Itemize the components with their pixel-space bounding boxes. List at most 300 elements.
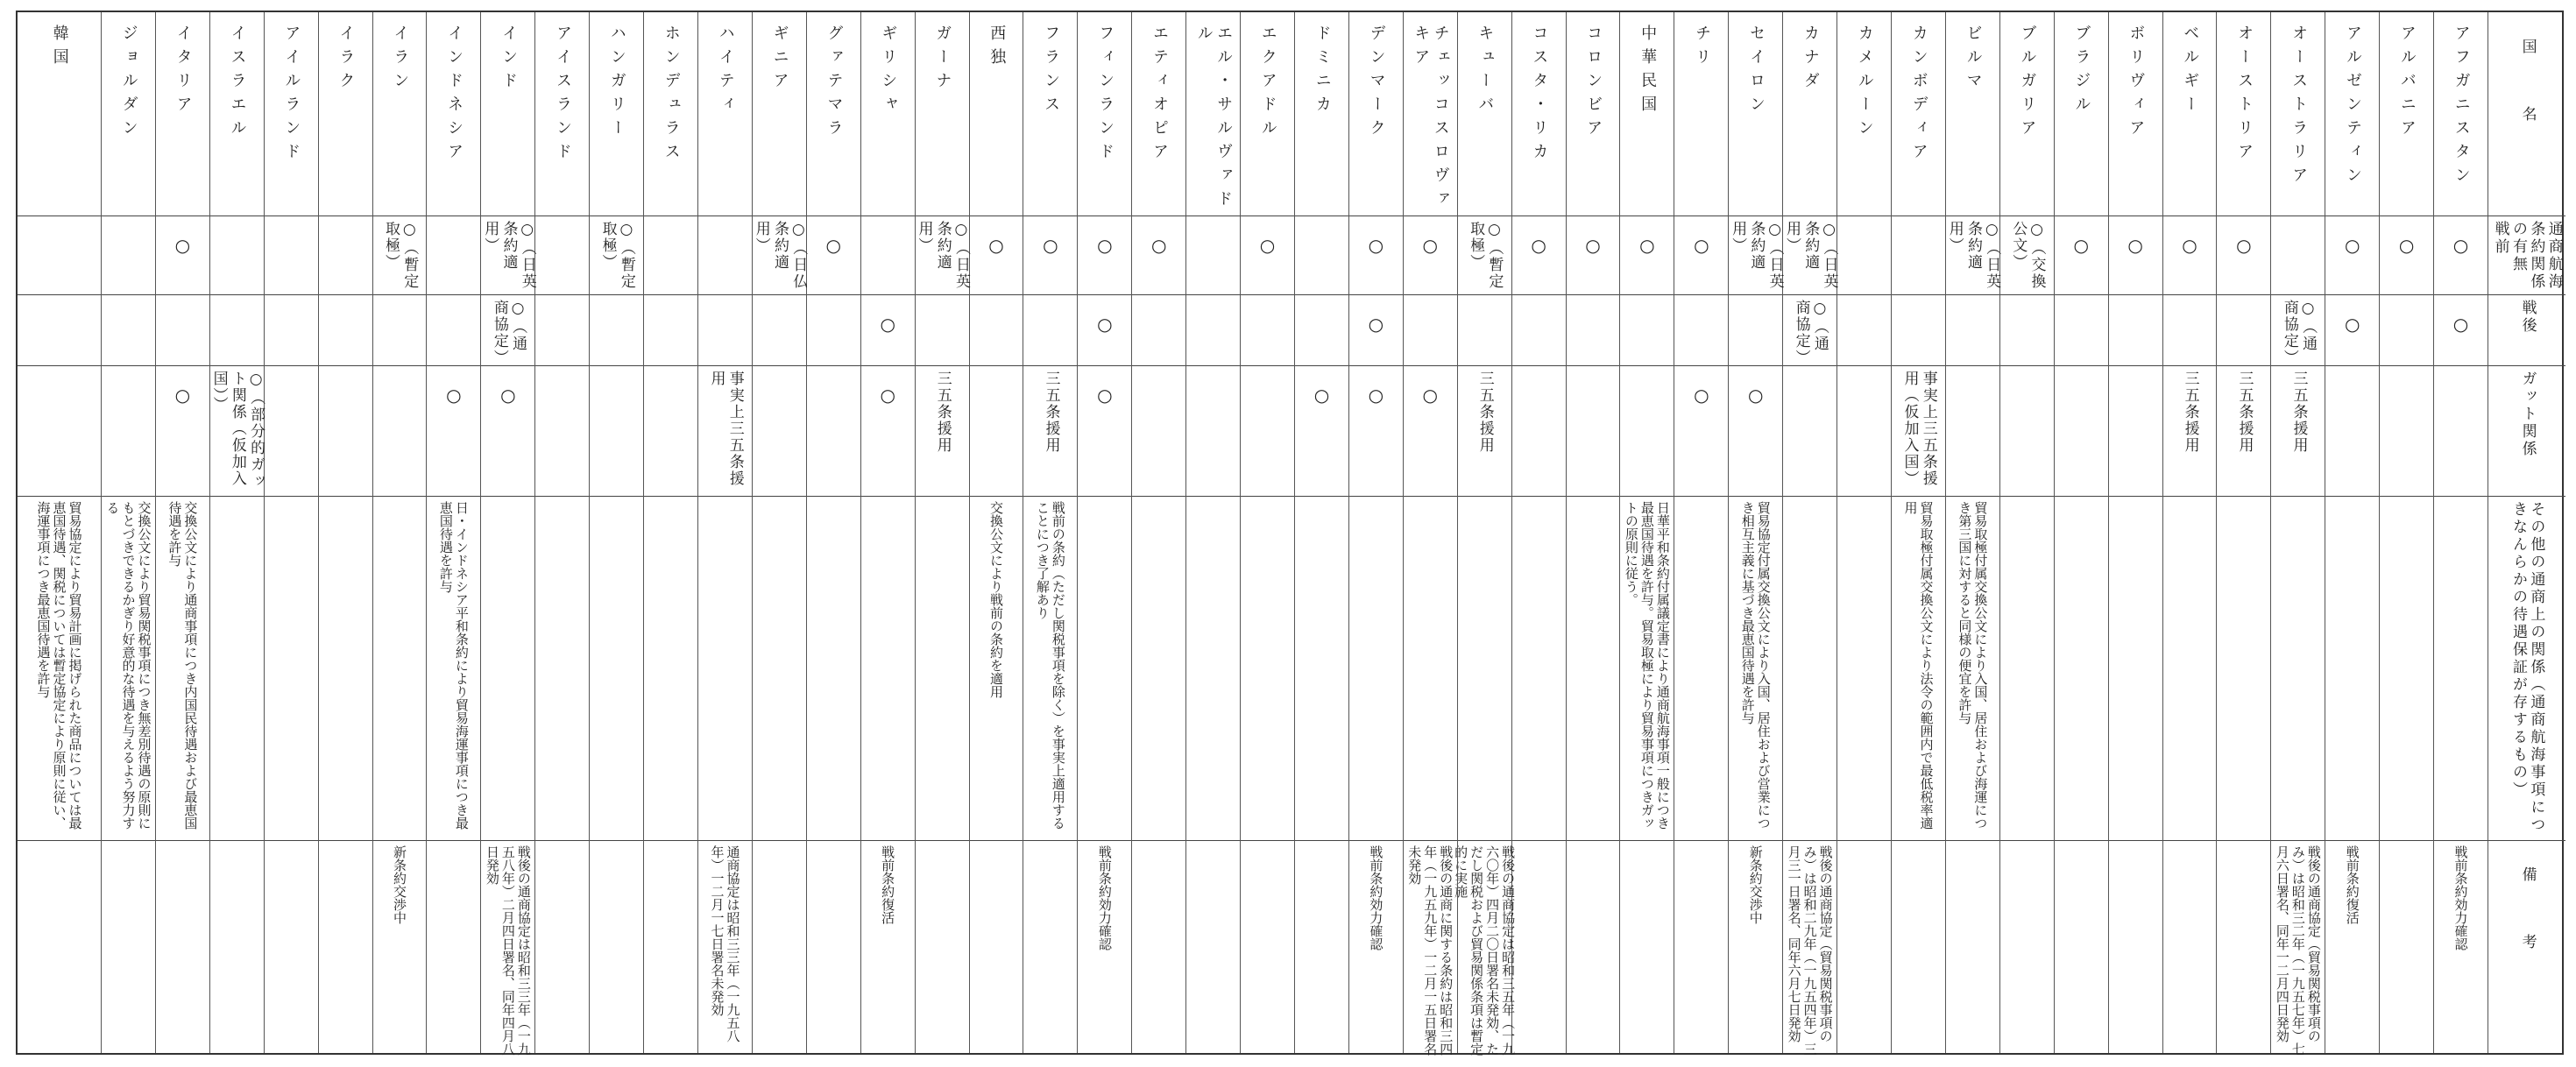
gatt-cell [427, 365, 480, 496]
country-name [2434, 12, 2488, 216]
country-name [970, 12, 1023, 216]
gatt-cell [753, 365, 806, 496]
country-name-text: ビルマ [1964, 25, 1983, 95]
postwar-cell [590, 294, 643, 365]
remarks-cell [1946, 840, 1999, 1056]
postwar-cell [2163, 294, 2217, 365]
other-cell-text: 貿易取極付属交換公文により法令の範囲内で最低税率適用 [1902, 501, 1935, 830]
country-name [156, 12, 209, 216]
remarks-cell-text: 戦前条約効力確認 [1096, 845, 1113, 950]
gatt-cell [2000, 365, 2054, 496]
remarks-cell [1620, 840, 1674, 1056]
country-column [535, 12, 590, 1053]
remarks-cell [1783, 840, 1836, 1056]
prewar-cell-text: ○（交換公文） [2009, 221, 2046, 290]
prewar-cell [2000, 216, 2054, 294]
country-name-text: デンマーク [1367, 25, 1386, 143]
other-cell [970, 496, 1023, 840]
remarks-cell [1512, 840, 1566, 1056]
postwar-cell [18, 294, 101, 365]
postwar-cell-text: ○ [2452, 314, 2469, 335]
country-name-text: ドミニカ [1313, 25, 1332, 119]
postwar-cell [1567, 294, 1620, 365]
other-cell [1132, 496, 1185, 840]
prewar-cell [861, 216, 915, 294]
country-name [1404, 12, 1457, 216]
country-name [590, 12, 643, 216]
postwar-cell-text: ○（通商協定） [490, 300, 527, 366]
country-name [2109, 12, 2162, 216]
postwar-cell-text: ○ [880, 314, 895, 335]
country-column [644, 12, 698, 1053]
gatt-cell [1404, 365, 1457, 496]
country-name [1295, 12, 1348, 216]
country-name-text: アルバニア [2397, 25, 2417, 143]
gatt-cell [1023, 365, 1077, 496]
country-name-text: コスタ・リカ [1530, 25, 1549, 166]
gatt-cell [1674, 365, 1728, 496]
header-prewar [2488, 216, 2565, 294]
other-cell [1674, 496, 1728, 840]
country-column [1620, 12, 1674, 1053]
other-cell [156, 496, 209, 840]
country-name [1837, 12, 1891, 216]
remarks-cell [2055, 840, 2108, 1056]
postwar-cell [2217, 294, 2270, 365]
gatt-cell-text: 三五条援用 [2289, 371, 2308, 454]
gatt-cell [644, 365, 697, 496]
remarks-cell [590, 840, 643, 1056]
country-name [2217, 12, 2270, 216]
postwar-cell [698, 294, 752, 365]
country-column [1453, 12, 1517, 1056]
postwar-cell [2109, 294, 2162, 365]
remarks-cell [2163, 840, 2217, 1056]
remarks-cell-text: 戦後の通商協定は昭和三五年（一九六〇年）四月二〇日署名未発効、ただし関税および貿易関係条項は暫定的に実施 [1453, 845, 1517, 1056]
country-name-text: セイロン [1746, 25, 1766, 119]
remarks-cell [1349, 840, 1403, 1056]
country-column [861, 12, 916, 1053]
gatt-cell [1241, 365, 1294, 496]
postwar-cell [1783, 294, 1836, 365]
remarks-cell-text: 戦後の通商協定は昭和三三年（一九五八年）二月四日署名、同年四月八日発効 [484, 845, 532, 1056]
prewar-cell [1295, 216, 1348, 294]
other-cell [2325, 496, 2379, 840]
country-column [2271, 12, 2325, 1056]
country-name [753, 12, 806, 216]
country-column [1132, 12, 1186, 1053]
country-column [18, 12, 102, 1053]
country-column [753, 12, 807, 1053]
gatt-cell [2325, 365, 2379, 496]
country-name [1674, 12, 1728, 216]
prewar-cell [2325, 216, 2379, 294]
country-name-text: オーストラリア [2289, 25, 2309, 190]
prewar-cell [427, 216, 480, 294]
gatt-cell [1783, 365, 1836, 496]
other-cell [2000, 496, 2054, 840]
other-cell [319, 496, 372, 840]
other-cell [1512, 496, 1566, 840]
remarks-cell [1453, 840, 1517, 1056]
country-column [1783, 12, 1838, 1056]
country-column [319, 12, 373, 1053]
country-name [698, 12, 752, 216]
remarks-cell [2434, 840, 2488, 1056]
prewar-cell-text: ○ [1639, 235, 1655, 256]
country-name-text: 西独 [987, 25, 1007, 72]
gatt-cell [2109, 365, 2162, 496]
postwar-cell [2325, 294, 2379, 365]
gatt-cell-text: ○ [174, 385, 191, 406]
country-name-text: ギリシャ [879, 25, 898, 119]
country-name-text: 韓国 [50, 25, 69, 72]
other-cell [265, 496, 318, 840]
postwar-cell [319, 294, 372, 365]
remarks-cell [1132, 840, 1185, 1056]
remarks-cell-text: 戦後の通商に関する条約は昭和三四年（一九五九年）一二月一五日署名未発効 [1406, 845, 1454, 1056]
prewar-cell [481, 216, 534, 294]
remarks-cell [807, 840, 860, 1056]
country-name-text: ホンデュラス [662, 25, 681, 166]
prewar-cell-text: ○ [2344, 235, 2360, 256]
country-name [1078, 12, 1131, 216]
country-name [2271, 12, 2325, 216]
prewar-cell-text: ○（日英条約適用） [481, 221, 536, 290]
prewar-cell [18, 216, 101, 294]
other-cell [373, 496, 427, 840]
country-name [1567, 12, 1620, 216]
country-column [2055, 12, 2109, 1053]
prewar-cell-text: ○ [2236, 235, 2252, 256]
postwar-cell [2271, 294, 2325, 365]
remarks-cell [970, 840, 1023, 1056]
country-name-text: ハンガリー [607, 25, 626, 143]
gatt-cell [1458, 365, 1511, 496]
prewar-cell [373, 216, 427, 294]
other-cell [1946, 496, 1999, 840]
other-cell [861, 496, 915, 840]
prewar-cell [1946, 216, 1999, 294]
postwar-cell [265, 294, 318, 365]
other-cell [590, 496, 643, 840]
remarks-cell [481, 840, 534, 1056]
other-cell [1620, 496, 1674, 840]
country-name [1892, 12, 1945, 216]
remarks-cell [319, 840, 372, 1056]
remarks-cell [1186, 840, 1240, 1056]
prewar-cell [1023, 216, 1077, 294]
prewar-cell [644, 216, 697, 294]
gatt-cell [1078, 365, 1131, 496]
remarks-cell [1674, 840, 1728, 1056]
gatt-cell [535, 365, 589, 496]
country-name-text: フランス [1042, 25, 1061, 119]
prewar-cell-text: ○（暫定取極） [381, 221, 419, 290]
country-name [2163, 12, 2217, 216]
other-cell [1729, 496, 1782, 840]
gatt-cell [861, 365, 915, 496]
country-column [1674, 12, 1729, 1053]
remarks-cell-text: 戦前条約復活 [2344, 845, 2360, 924]
remarks-cell [1023, 840, 1077, 1056]
other-cell [1295, 496, 1348, 840]
other-cell-text: 貿易取極付属交換公文により入国、居住および海運につき第三国に対すると同様の便宜を許与 [1957, 501, 1989, 830]
country-column [1512, 12, 1567, 1053]
prewar-cell [1349, 216, 1403, 294]
country-name-text: チェッコスロヴァキア [1412, 25, 1450, 214]
prewar-cell-text: ○（暫定取極） [1467, 221, 1504, 290]
other-cell [1404, 496, 1457, 840]
other-cell [1186, 496, 1240, 840]
remarks-cell [2380, 840, 2433, 1056]
prewar-cell [1078, 216, 1131, 294]
other-cell-text: 日・インドネシア平和条約により貿易海運事項につき最恵国待遇を許与 [437, 501, 470, 830]
remarks-cell-text: 戦前条約復活 [880, 845, 896, 924]
country-column [427, 12, 481, 1053]
other-cell [102, 496, 155, 840]
gatt-cell-text: ○ [1368, 385, 1384, 406]
prewar-cell [1567, 216, 1620, 294]
country-name [1132, 12, 1185, 216]
other-cell [1783, 496, 1836, 840]
other-cell [535, 496, 589, 840]
country-column [373, 12, 428, 1053]
other-cell [2434, 496, 2488, 840]
gatt-cell [1946, 365, 1999, 496]
postwar-cell [1892, 294, 1945, 365]
gatt-cell-text: ○ [500, 385, 516, 406]
country-name [1458, 12, 1511, 216]
postwar-cell-text: ○ [1368, 314, 1384, 335]
prewar-cell [2163, 216, 2217, 294]
gatt-cell [481, 365, 534, 496]
prewar-cell-text: ○ [2452, 235, 2469, 256]
country-column [698, 12, 753, 1053]
gatt-cell-text: 三五条援用 [2181, 371, 2199, 454]
prewar-cell [265, 216, 318, 294]
gatt-cell [1349, 365, 1403, 496]
header-other [2488, 496, 2565, 840]
remarks-cell [2325, 840, 2379, 1056]
header-other-text: その他の通商上の関係（通商航海事項につきなんらかの待遇保証が存するもの） [2509, 501, 2545, 834]
gatt-cell [2434, 365, 2488, 496]
remarks-cell [2271, 840, 2325, 1056]
country-column [1404, 12, 1458, 1056]
prewar-cell [2109, 216, 2162, 294]
country-name-text: インド [499, 25, 519, 95]
country-name-text: チリ [1693, 25, 1712, 72]
remarks-cell [427, 840, 480, 1056]
header-gatt [2488, 365, 2565, 496]
postwar-cell [1023, 294, 1077, 365]
gatt-cell-text: 三五条援用 [933, 371, 952, 454]
other-cell-text: 日華平和条約付属議定書により通商航海事項一般につき最恵国待遇を許与。貿易取極により貿易事項につきガットの原則に従う。 [1623, 501, 1671, 830]
country-name [210, 12, 264, 216]
gatt-cell [2163, 365, 2217, 496]
other-cell-text: 貿易協定付属交換公文により入国、居住および営業につき相互主義に基づき最恵国待遇を許与 [1739, 501, 1772, 830]
prewar-cell-text: ○ [2073, 235, 2089, 256]
gatt-cell-text: ○ [446, 385, 462, 406]
gatt-cell [1512, 365, 1566, 496]
remarks-cell [18, 840, 101, 1056]
country-name-text: エル・サルヴァドル [1194, 25, 1234, 214]
remarks-cell-text: 通商協定は昭和三三年（一九五八年）一二月一七日署名未発効 [709, 845, 741, 1042]
other-cell [1241, 496, 1294, 840]
remarks-cell [102, 840, 155, 1056]
gatt-cell [2271, 365, 2325, 496]
country-name-text: キューバ [1476, 25, 1495, 119]
country-name-text: イタリア [173, 25, 193, 119]
other-cell [1458, 496, 1511, 840]
other-cell [2055, 496, 2108, 840]
gatt-cell-text: ○ [1694, 385, 1709, 406]
other-cell [916, 496, 969, 840]
postwar-cell [535, 294, 589, 365]
prewar-cell [319, 216, 372, 294]
country-column [1567, 12, 1621, 1053]
country-name [102, 12, 155, 216]
remarks-cell [535, 840, 589, 1056]
country-name [916, 12, 969, 216]
postwar-cell [753, 294, 806, 365]
prewar-cell-text: ○ [825, 235, 841, 256]
remarks-cell [2000, 840, 2054, 1056]
document-table [16, 11, 2564, 1055]
prewar-cell-text: ○ [1368, 235, 1384, 256]
country-column [2109, 12, 2163, 1053]
country-name [1349, 12, 1403, 216]
country-column [1946, 12, 2000, 1053]
remarks-cell-text: 戦前条約効力確認 [2452, 845, 2469, 950]
postwar-cell [1186, 294, 1240, 365]
prewar-cell [2434, 216, 2488, 294]
country-name-text: ガーナ [933, 25, 952, 95]
prewar-cell-text: ○（日英条約適用） [915, 221, 970, 290]
country-name-text: ハイティ [716, 25, 735, 119]
postwar-cell [156, 294, 209, 365]
country-column [1241, 12, 1295, 1053]
remarks-cell [1729, 840, 1782, 1056]
country-name-text: アイルランド [282, 25, 301, 166]
country-name-text: ベルギー [2181, 25, 2200, 119]
postwar-cell [1132, 294, 1185, 365]
postwar-cell [1729, 294, 1782, 365]
postwar-cell [2380, 294, 2433, 365]
other-cell [2163, 496, 2217, 840]
postwar-cell [1078, 294, 1131, 365]
header-postwar-text: 戦後 [2518, 300, 2537, 335]
gatt-cell [2217, 365, 2270, 496]
postwar-cell [427, 294, 480, 365]
remarks-cell-text: 戦後の通商協定（貿易関税事項のみ）は昭和二九年（一九五四年）三月三一日署名、同年六月七日発効 [1786, 845, 1834, 1056]
postwar-cell [1946, 294, 1999, 365]
remarks-cell [916, 840, 969, 1056]
country-name [1783, 12, 1836, 216]
prewar-cell-text: ○ [1694, 235, 1709, 256]
remarks-cell [753, 840, 806, 1056]
prewar-cell-text: ○ [2182, 235, 2197, 256]
country-column [916, 12, 970, 1053]
country-column [2000, 12, 2055, 1053]
postwar-cell [644, 294, 697, 365]
prewar-cell [2271, 216, 2325, 294]
country-name-text: カメルーン [1855, 25, 1874, 143]
country-name [807, 12, 860, 216]
prewar-cell [970, 216, 1023, 294]
other-cell [1892, 496, 1945, 840]
remarks-cell-text: 戦前条約効力確認 [1368, 845, 1384, 950]
country-name [2000, 12, 2054, 216]
country-name-text: ブルガリア [2018, 25, 2037, 143]
country-name-text: グァテマラ [824, 25, 844, 143]
gatt-cell [1567, 365, 1620, 496]
header-country [2488, 12, 2565, 216]
prewar-cell [590, 216, 643, 294]
gatt-cell [970, 365, 1023, 496]
remarks-cell [1892, 840, 1945, 1056]
postwar-cell [1620, 294, 1674, 365]
prewar-cell [698, 216, 752, 294]
header-remarks-text: 備考 [2518, 866, 2537, 1001]
remarks-cell [1837, 840, 1891, 1056]
remarks-cell [2217, 840, 2270, 1056]
country-name [1023, 12, 1077, 216]
country-name-text: 中華民国 [1638, 25, 1658, 119]
country-name [18, 12, 101, 216]
gatt-cell-text: 三五条援用 [1042, 371, 1060, 454]
gatt-cell [1132, 365, 1185, 496]
prewar-cell-text: ○ [1585, 235, 1601, 256]
country-name-text: イラク [336, 25, 356, 95]
country-name-text: カナダ [1801, 25, 1820, 95]
postwar-cell [2000, 294, 2054, 365]
prewar-cell [1674, 216, 1728, 294]
other-cell [2380, 496, 2433, 840]
prewar-cell [1404, 216, 1457, 294]
header-country-text: 国名 [2518, 39, 2537, 173]
other-cell [644, 496, 697, 840]
gatt-cell-text: 事実上三五条援用（仮加入国） [1900, 371, 1937, 487]
other-cell [1837, 496, 1891, 840]
prewar-cell-text: ○（日英条約適用） [1729, 221, 1784, 290]
country-name [535, 12, 589, 216]
other-cell [807, 496, 860, 840]
other-cell-text: 戦前の条約（ただし関税事項を除く）を事実上適用することにつき了解あり [1034, 501, 1066, 830]
postwar-cell [481, 294, 534, 365]
other-cell [18, 496, 101, 840]
country-name [2055, 12, 2108, 216]
prewar-cell [210, 216, 264, 294]
prewar-cell-text: ○ [1259, 235, 1276, 256]
gatt-cell-text: ○ [880, 385, 895, 406]
prewar-cell-text: ○ [1043, 235, 1058, 256]
prewar-cell [1837, 216, 1891, 294]
remarks-cell-text: 新条約交渉中 [391, 845, 407, 924]
other-cell-text: 交換公文により戦前の条約を適用 [987, 501, 1004, 698]
other-cell [1349, 496, 1403, 840]
country-name [319, 12, 372, 216]
country-name-text: ジョルダン [119, 25, 138, 143]
postwar-cell [1458, 294, 1511, 365]
country-column [2434, 12, 2488, 1053]
postwar-cell [1404, 294, 1457, 365]
country-column [1295, 12, 1349, 1053]
header-postwar [2488, 294, 2565, 365]
prewar-cell-text: ○（日仏条約適用） [752, 221, 808, 290]
country-column [1837, 12, 1892, 1053]
other-cell-text: 交換公文により通商事項につき内国民待遇および最恵国待遇を許与 [166, 501, 199, 830]
